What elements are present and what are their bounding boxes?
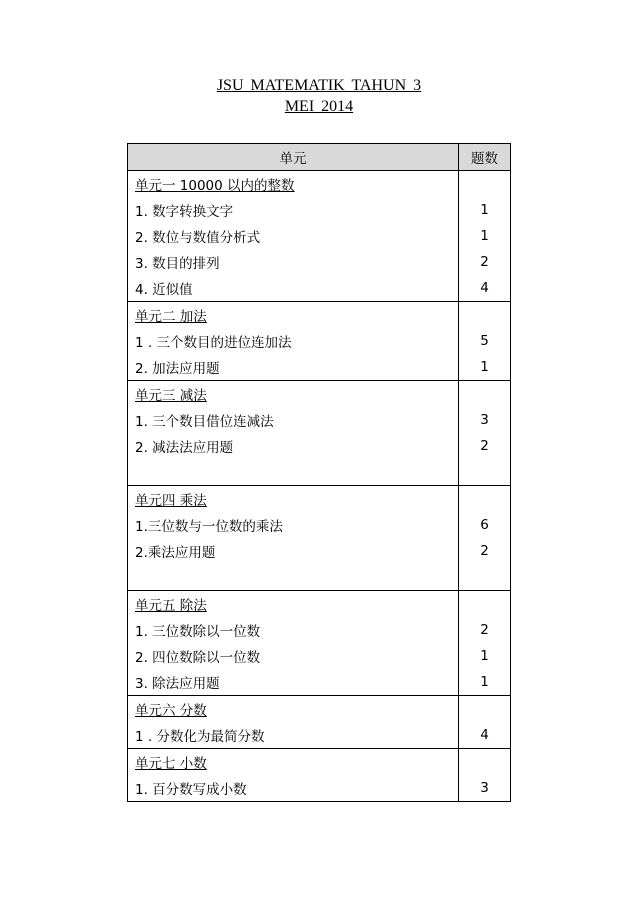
question-count: 5	[459, 328, 511, 354]
table-row	[128, 275, 511, 302]
topic-label: 1.三位数与一位数的乘法	[128, 512, 459, 538]
section-row	[128, 381, 511, 408]
empty-cell	[459, 171, 511, 198]
table-row	[128, 197, 511, 223]
table-row	[128, 643, 511, 669]
section-title	[128, 749, 459, 776]
question-count: 1	[459, 669, 511, 696]
question-count: 2	[459, 617, 511, 643]
topic-label: 3. 数目的排列	[128, 249, 459, 275]
exam-spec-table	[127, 143, 511, 802]
question-count: 2	[459, 249, 511, 275]
section-title	[128, 171, 459, 198]
table-row	[128, 354, 511, 381]
topic-label: 2. 数位与数值分析式	[128, 223, 459, 249]
topic-label: 1 . 分数化为最简分数	[128, 722, 459, 749]
topic-label: 2.乘法应用题	[128, 538, 459, 564]
section-row	[128, 591, 511, 618]
section-title-text: 单元六 分数	[135, 703, 207, 719]
question-count: 2	[459, 433, 511, 459]
table-row	[128, 249, 511, 275]
topic-label: 2. 加法应用题	[128, 354, 459, 381]
empty-cell	[128, 459, 459, 486]
question-count: 1	[459, 354, 511, 381]
section-title	[128, 591, 459, 618]
blank-row	[128, 459, 511, 486]
section-row	[128, 302, 511, 329]
section-title-text: 单元一 10000 以内的整数	[135, 178, 295, 194]
unit-column-header: 单元	[128, 144, 459, 171]
topic-label: 2. 四位数除以一位数	[128, 643, 459, 669]
question-count: 1	[459, 223, 511, 249]
table-row	[128, 617, 511, 643]
topic-label: 4. 近似值	[128, 275, 459, 302]
section-title-text: 单元二 加法	[135, 309, 207, 325]
empty-cell	[459, 564, 511, 591]
section-title	[128, 486, 459, 513]
table-row	[128, 328, 511, 354]
topic-label: 1. 三位数除以一位数	[128, 617, 459, 643]
table-row	[128, 512, 511, 538]
table-row	[128, 775, 511, 802]
document-subtitle: MEI 2014	[284, 98, 354, 115]
topic-label: 1. 数字转换文字	[128, 197, 459, 223]
question-count: 1	[459, 643, 511, 669]
section-title-text: 单元三 减法	[135, 388, 207, 404]
empty-cell	[459, 696, 511, 723]
table-row	[128, 669, 511, 696]
section-row	[128, 749, 511, 776]
table-row	[128, 223, 511, 249]
question-count: 4	[459, 275, 511, 302]
section-title-text: 单元五 除法	[135, 598, 207, 614]
section-title	[128, 696, 459, 723]
table-row	[128, 538, 511, 564]
section-title	[128, 381, 459, 408]
topic-label: 1. 三个数目借位连减法	[128, 407, 459, 433]
section-row	[128, 696, 511, 723]
empty-cell	[459, 486, 511, 513]
document-title: JSU MATEMATIK TAHUN 3	[216, 77, 422, 94]
question-count: 1	[459, 197, 511, 223]
table-row	[128, 722, 511, 749]
empty-cell	[128, 564, 459, 591]
section-row	[128, 486, 511, 513]
table-header-row	[128, 144, 511, 171]
question-count: 2	[459, 538, 511, 564]
question-count: 4	[459, 722, 511, 749]
question-count: 3	[459, 775, 511, 802]
section-title-text: 单元七 小数	[135, 756, 207, 772]
section-title	[128, 302, 459, 329]
empty-cell	[459, 302, 511, 329]
count-column-header: 题数	[459, 144, 511, 171]
topic-label: 1 . 三个数目的进位连加法	[128, 328, 459, 354]
topic-label: 3. 除法应用题	[128, 669, 459, 696]
empty-cell	[459, 459, 511, 486]
blank-row	[128, 564, 511, 591]
empty-cell	[459, 381, 511, 408]
table-row	[128, 407, 511, 433]
topic-label: 1. 百分数写成小数	[128, 775, 459, 802]
table-row	[128, 433, 511, 459]
topic-label: 2. 减法法应用题	[128, 433, 459, 459]
question-count: 3	[459, 407, 511, 433]
empty-cell	[459, 591, 511, 618]
section-row	[128, 171, 511, 198]
question-count: 6	[459, 512, 511, 538]
section-title-text: 单元四 乘法	[135, 493, 207, 509]
empty-cell	[459, 749, 511, 776]
